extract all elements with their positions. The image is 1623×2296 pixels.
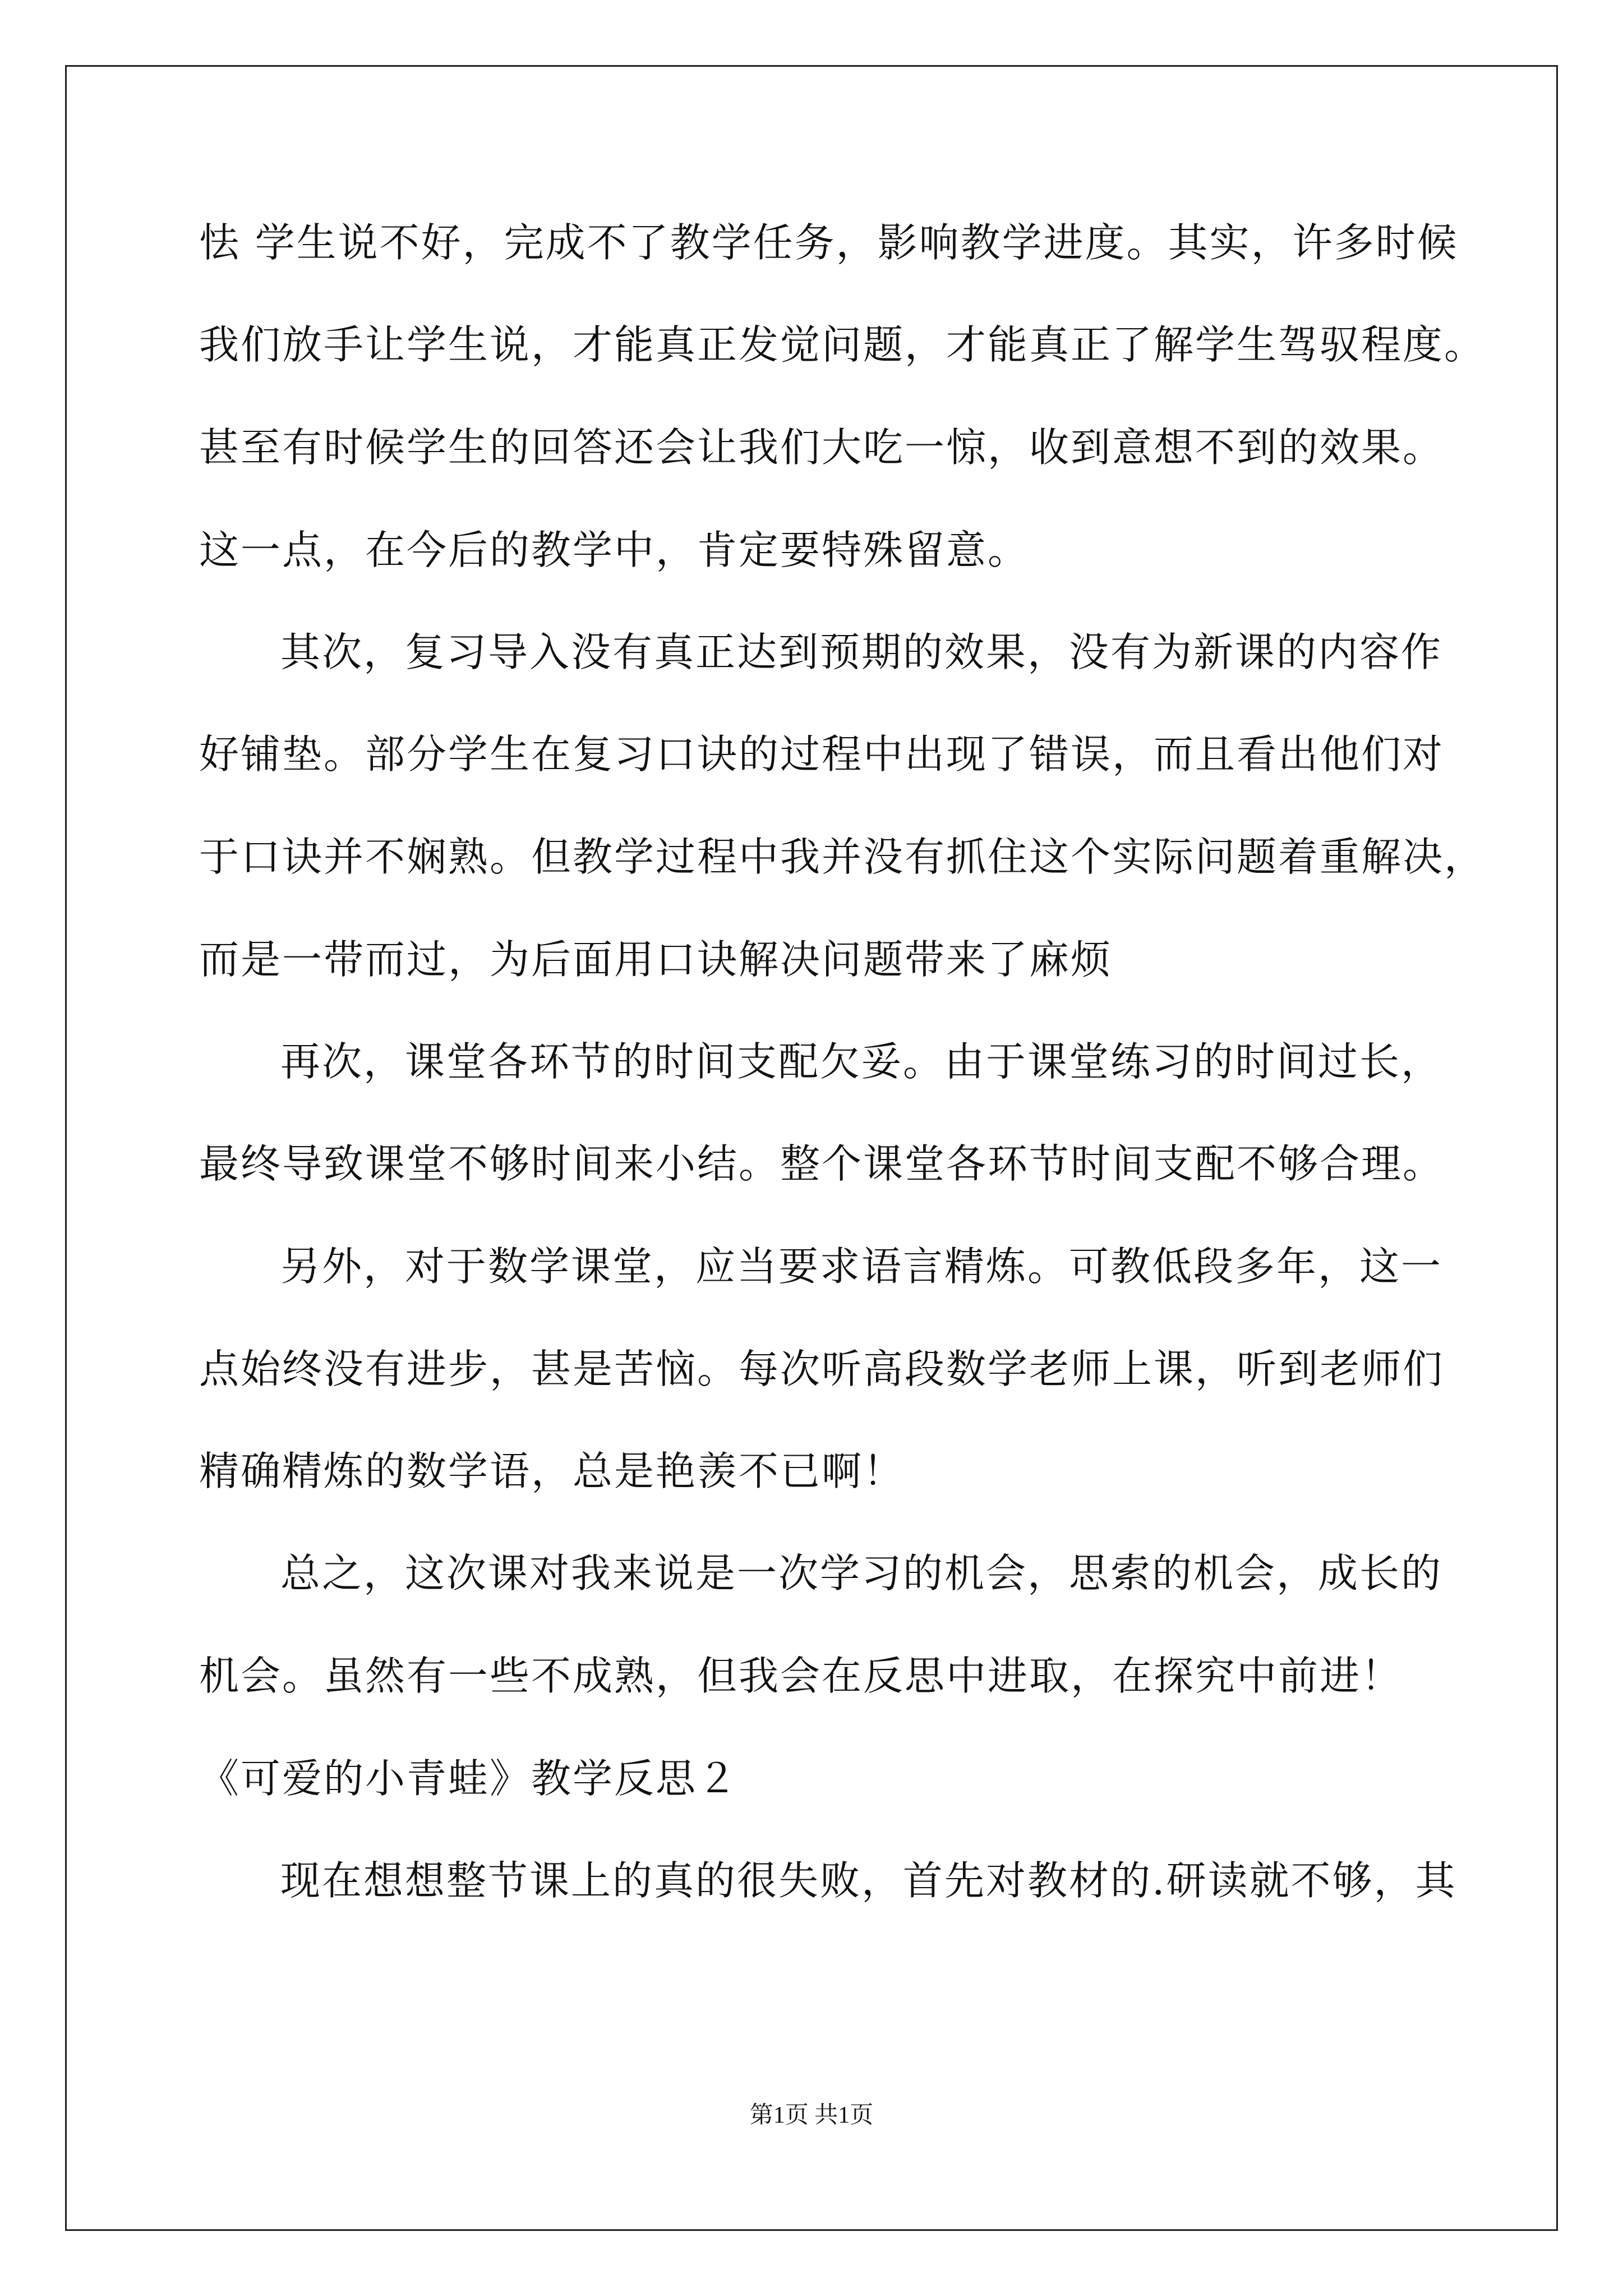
text-line: 最终导致课堂不够时间来小结。整个课堂各环节时间支配不够合理。 — [199, 1140, 1445, 1187]
section-heading: 《可爱的小青蛙》教学反思２ — [199, 1755, 739, 1802]
text-line: 我们放手让学生说，才能真正发觉问题，才能真正了解学生驾驭程度。 — [199, 321, 1486, 368]
paragraph-start: 再次，课堂各环节的时间支配欠妥。由于课堂练习的时间过长， — [280, 1038, 1443, 1085]
paragraph-start: 现在想想整节课上的真的很失败，首先对教材的.研读就不够，其 — [280, 1857, 1457, 1904]
text-line: 怯 学生说不好，完成不了教学任务，影响教学进度。其实，许多时候 — [199, 219, 1459, 266]
text-line: 而是一带而过，为后面用口诀解决问题带来了麻烦 — [199, 936, 1113, 983]
paragraph-start: 其次，复习导入没有真正达到预期的效果，没有为新课的内容作 — [280, 629, 1443, 675]
text-line: 点始终没有进步，甚是苦恼。每次听高段数学老师上课，听到老师们 — [199, 1346, 1445, 1392]
text-line: 这一点，在今后的教学中，肯定要特殊留意。 — [199, 527, 1030, 573]
text-line: 机会。虽然有一些不成熟，但我会在反思中进取，在探究中前进！ — [199, 1653, 1403, 1699]
page-footer: 第1页 共1页 — [749, 2102, 874, 2128]
text-line: 好铺垫。部分学生在复习口诀的过程中出现了错误，而且看出他们对 — [199, 731, 1445, 777]
paragraph-start: 总之，这次课对我来说是一次学习的机会，思索的机会，成长的 — [280, 1550, 1443, 1596]
text-line: 于口诀并不娴熟。但教学过程中我并没有抓住这个实际问题着重解决， — [199, 834, 1486, 880]
paragraph-start: 另外，对于数学课堂，应当要求语言精炼。可教低段多年，这一 — [280, 1243, 1443, 1290]
text-line: 甚至有时候学生的回答还会让我们大吃一惊，收到意想不到的效果。 — [199, 424, 1445, 471]
text-line: 精确精炼的数学语，总是艳羡不已啊！ — [199, 1448, 905, 1494]
